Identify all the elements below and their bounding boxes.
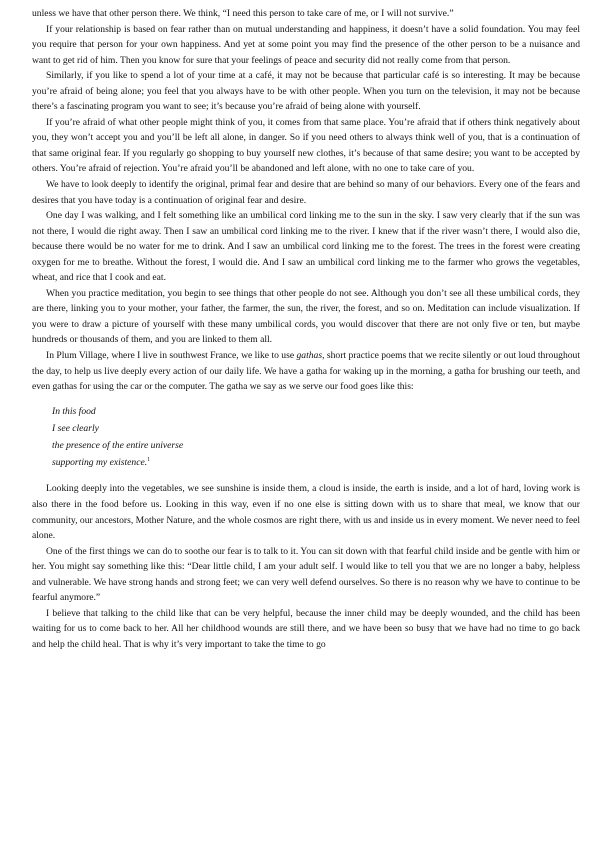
paragraph-text: , short practice poems that we recite silently or out loud throughout the day, to help us live deeply every action of our daily life. We have a gatha for waking up in the morning, a gatha for brushing our teeth, and even gathas for using the car or the computer. The gatha we say as we serve our food goes like this: bbox=[32, 350, 580, 393]
paragraph: One day I was walking, and I felt something like an umbilical cord linking me to the sun in the sky. I saw very clearly that if the sun was not there, I would die right away. Then I saw an umbilical cord linking me to the river. I knew that if the river wasn’t there, I would also die, because there would be no water for me to drink. And I saw an umbilical cord linking me to the forest. The trees in the forest were creating oxygen for me to breathe. Without the forest, I would die. And I saw an umbilical cord linking me to the farmer who grows the vegetables, wheat, and rice that I cook and eat. bbox=[32, 210, 580, 284]
plum-village-paragraph bbox=[32, 348, 580, 395]
poem-line-text: supporting my existence. bbox=[52, 457, 148, 469]
gathas-term: gathas bbox=[296, 350, 323, 362]
paragraph: If your relationship is based on fear rather than on mutual understanding and happiness, it doesn’t have a solid foundation. You may feel you require that person for your own happiness. And yet at some point you may find the presence of the other person to be a nuisance and want to get rid of him. Then you know for sure that your feelings of peace and security did not really come from that person. bbox=[32, 23, 580, 66]
paragraph: We have to look deeply to identify the original, primal fear and desire that are behind so many of our behaviors. Every one of the fears and desires that you have today is a continuation of original fear and desire. bbox=[32, 179, 580, 206]
paragraph: unless we have that other person there. We think, “I need this person to take care of me, or I will not survive.” bbox=[32, 8, 454, 19]
paragraph: When you practice meditation, you begin to see things that other people do not see. Although you don’t see all these umbilical cords, they are there, linking you to your mother, your father, the farmer, the sun, the river, the forest, and so on. Meditation can include visualization. If you were to draw a picture of yourself with these many umbilical cords, you would discover that there are not only five or ten, but maybe hundreds or thousands of them, and you are linked to them all. bbox=[32, 287, 580, 346]
paragraph: Looking deeply into the vegetables, we see sunshine is inside them, a cloud is inside, the earth is inside, and a lot of hard, loving work is also there in the food before us. Looking in this way, even if no one else is sitting down with us to share that meal, we know that our community, our ancestors, Mother Nature, and the whole cosmos are right there, with us and inside us in every moment. We never need to feel alone. bbox=[32, 483, 580, 542]
gatha-poem bbox=[52, 403, 580, 472]
poem-line-last bbox=[52, 454, 580, 471]
paragraph: Similarly, if you like to spend a lot of your time at a café, it may not be because that particular café is so interesting. It may be because you’re afraid of being alone; you feel that you always have to be with other people. When you turn on the television, it may not be because there’s a fascinating program you want to see; it’s because you’re afraid of being alone with yourself. bbox=[32, 70, 580, 113]
paragraph-text: In Plum Village, where I live in southwest France, we like to use bbox=[46, 350, 297, 362]
poem-line: I see clearly bbox=[52, 422, 99, 434]
paragraph: I believe that talking to the child like that can be very helpful, because the inner child may be deeply wounded, and the child has been waiting for us to come back to her. All her childhood wounds are still there, and we have been so busy that we have had no time to go back and help the child heal. That is why it’s very important to take the time to go bbox=[32, 607, 580, 650]
paragraph: If you’re afraid of what other people might think of you, it comes from that same place. You’re afraid that if others think negatively about you, they won’t accept you and you’ll be left all alone, in danger. So if you need others to always think well of you, that is a continuation of that same original fear. If you regularly go shopping to buy yourself new clothes, it’s because of that same desire; you want to be accepted by others. You’re afraid of rejection. You’re afraid you’ll be abandoned and left alone, with no one to take care of you. bbox=[32, 116, 580, 175]
poem-line: the presence of the entire universe bbox=[52, 440, 184, 452]
footnote-marker[interactable]: 1 bbox=[147, 457, 151, 464]
paragraph: One of the first things we can do to soothe our fear is to talk to it. You can sit down with that fearful child inside and be gentle with him or her. You might say something like this: “Dear little child, I am your adult self. I would like to tell you that we are no longer a baby, helpless and vulnerable. We have strong hands and strong feet; we can very well defend ourselves. So there is no reason why we have to continue to be fearful anymore.” bbox=[32, 545, 580, 604]
poem-line: In this food bbox=[52, 405, 96, 417]
